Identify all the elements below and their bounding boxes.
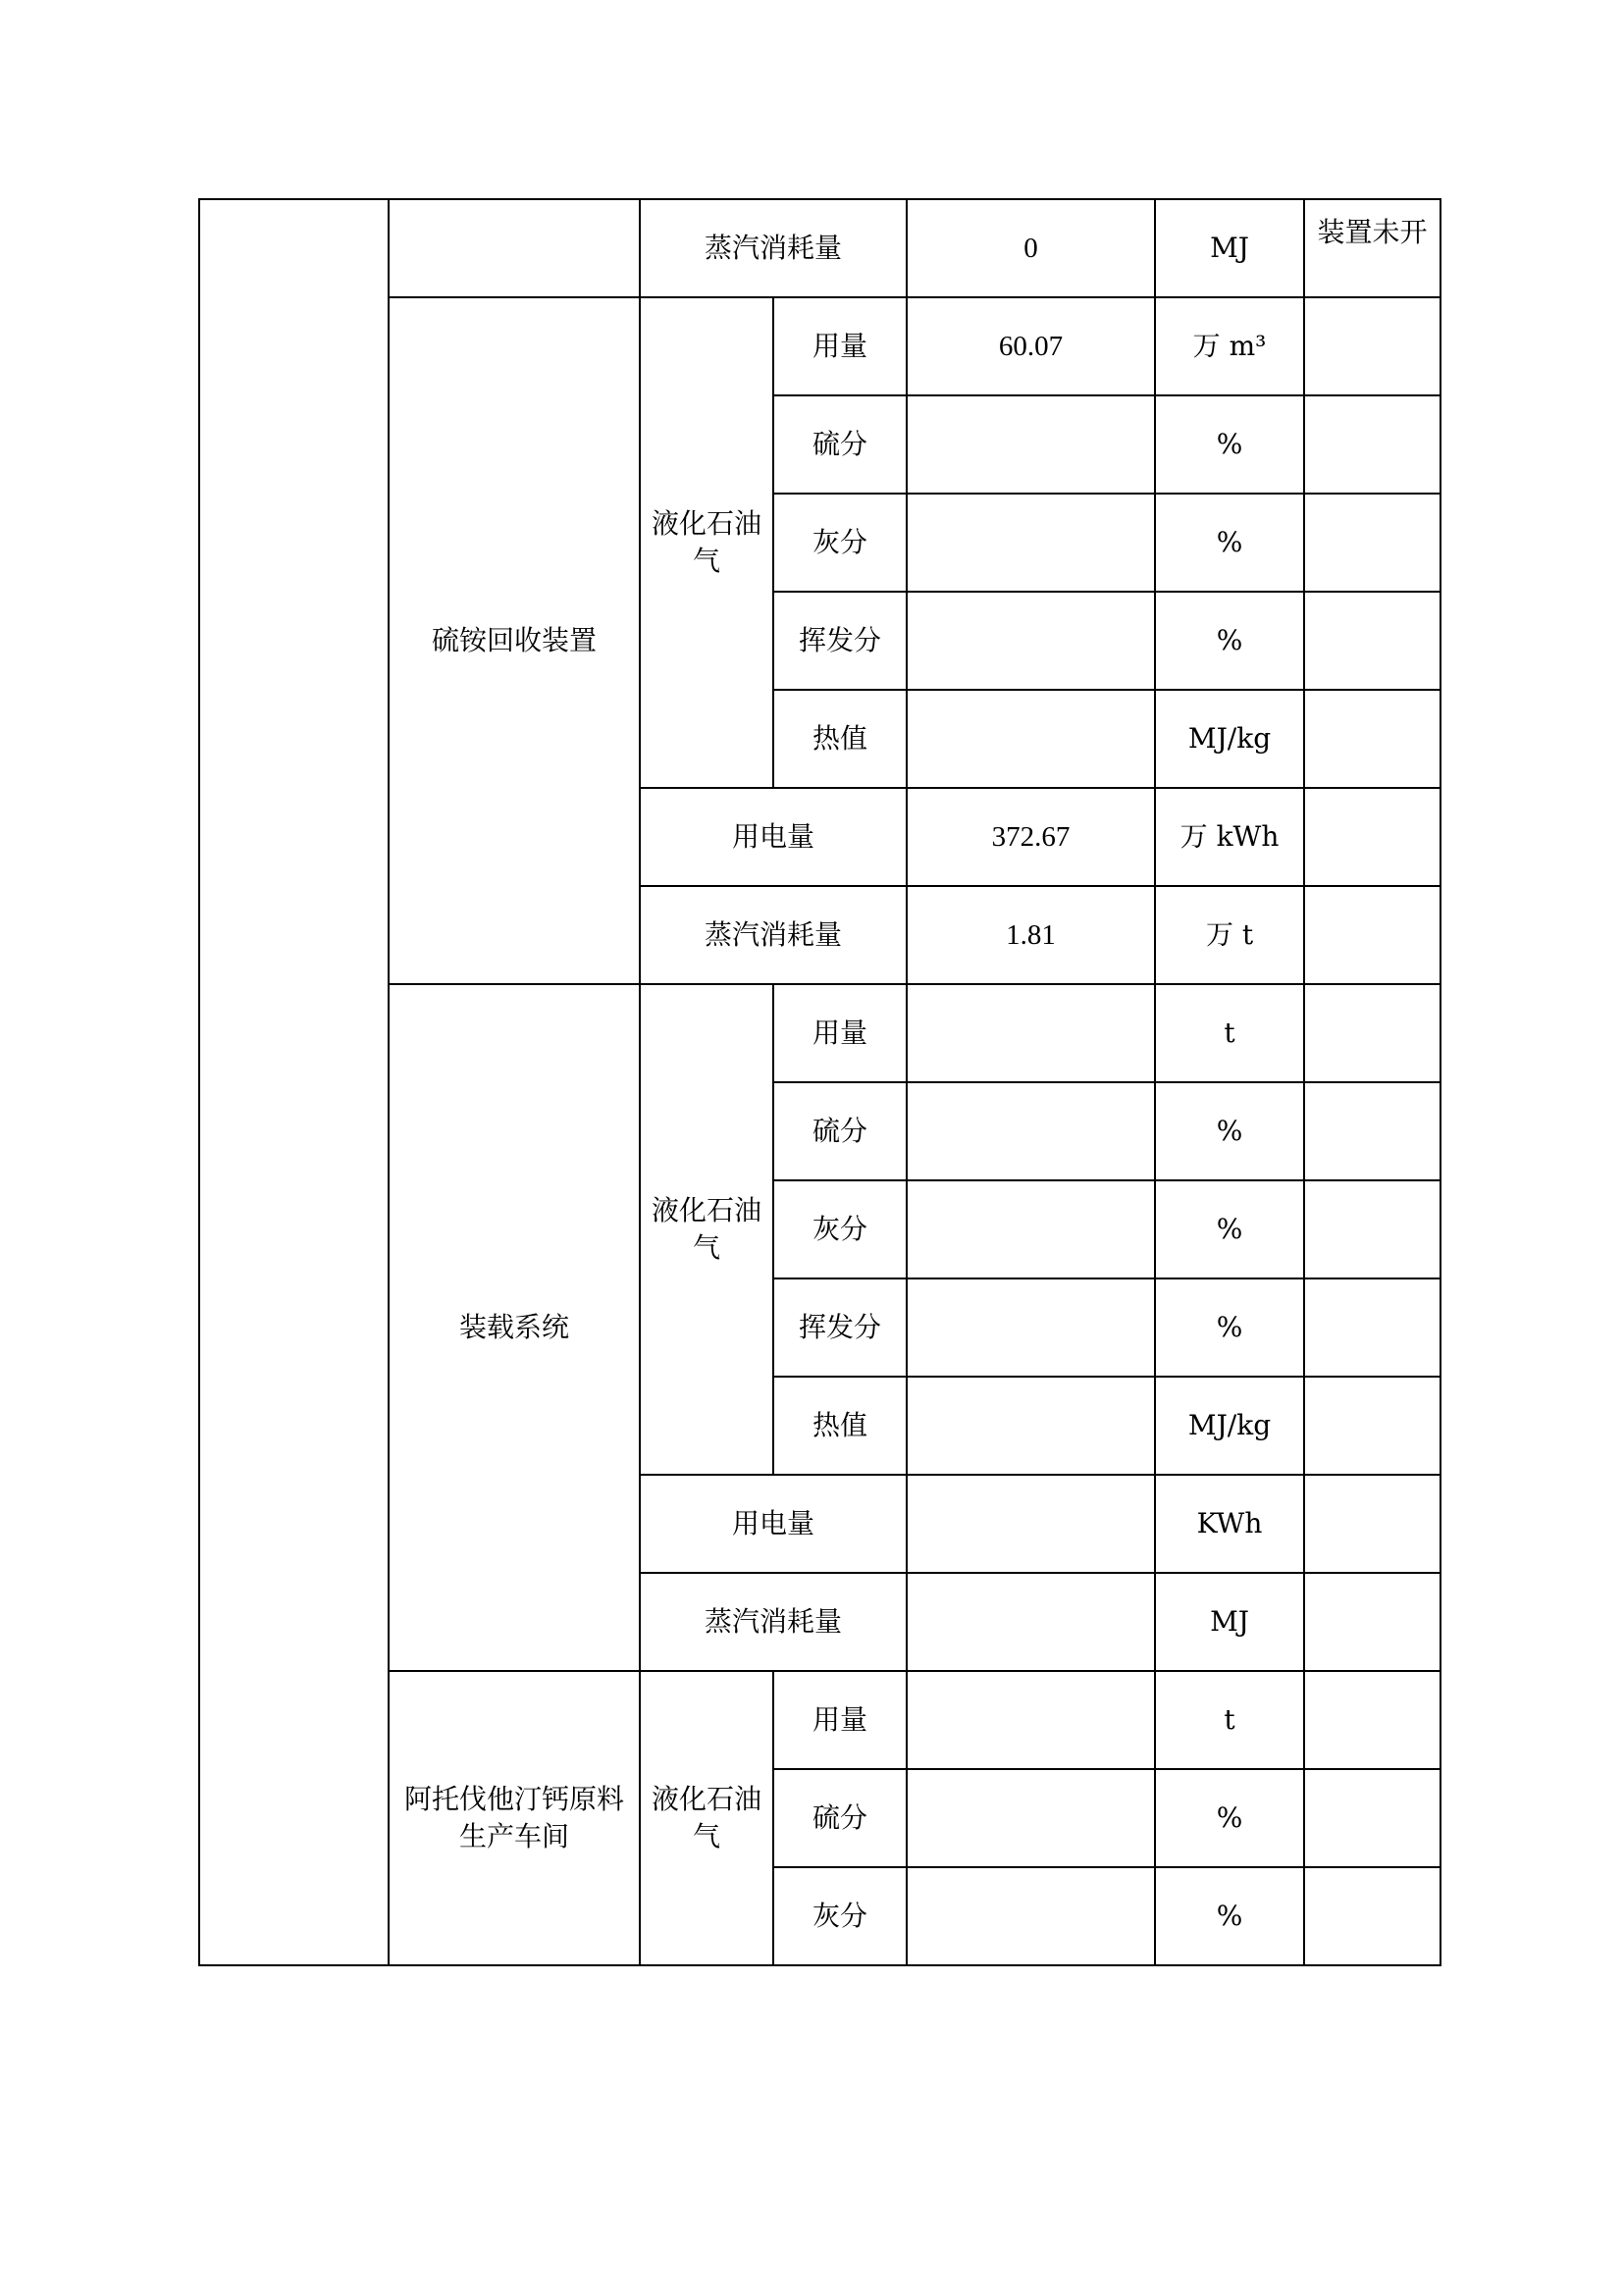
- item-cell: 硫分: [773, 1769, 907, 1867]
- item-cell: 用量: [773, 984, 907, 1082]
- energy-consumption-table: [198, 198, 1441, 1966]
- device-name: 硫铵回收装置: [389, 297, 640, 984]
- note-cell: [1304, 395, 1441, 494]
- unit-cell: %: [1155, 494, 1304, 592]
- value-cell: 1.81: [907, 886, 1155, 984]
- unit-cell: t: [1155, 984, 1304, 1082]
- note-cell: [1304, 1475, 1441, 1573]
- note-cell: [1304, 690, 1441, 788]
- category-cell: [199, 199, 389, 1965]
- item-cell: 用电量: [640, 1475, 907, 1573]
- value-cell: [907, 1769, 1155, 1867]
- value-cell: [907, 395, 1155, 494]
- item-cell: 蒸汽消耗量: [640, 1573, 907, 1671]
- value-cell: [907, 494, 1155, 592]
- unit-cell: KWh: [1155, 1475, 1304, 1573]
- note-cell: [1304, 1573, 1441, 1671]
- value-cell: [907, 592, 1155, 690]
- value-cell: [907, 1475, 1155, 1573]
- item-cell: 灰分: [773, 494, 907, 592]
- item-cell: 热值: [773, 1377, 907, 1475]
- note-cell: [1304, 1278, 1441, 1377]
- item-cell: 挥发分: [773, 592, 907, 690]
- note-cell: [1304, 1671, 1441, 1769]
- unit-cell: %: [1155, 1867, 1304, 1965]
- value-cell: [907, 1671, 1155, 1769]
- item-cell: 用量: [773, 1671, 907, 1769]
- device-name: 装载系统: [389, 984, 640, 1671]
- unit-cell: MJ/kg: [1155, 690, 1304, 788]
- note-cell: [1304, 886, 1441, 984]
- fuel-type: 液化石油气: [640, 1671, 773, 1965]
- item-cell: 用电量: [640, 788, 907, 886]
- unit-cell: MJ: [1155, 1573, 1304, 1671]
- table-row: [199, 199, 1441, 297]
- note-cell: [1304, 1082, 1441, 1180]
- unit-cell: t: [1155, 1671, 1304, 1769]
- unit-cell: %: [1155, 1769, 1304, 1867]
- unit-cell: MJ: [1155, 199, 1304, 297]
- unit-cell: MJ/kg: [1155, 1377, 1304, 1475]
- item-cell: 硫分: [773, 1082, 907, 1180]
- unit-cell: 万 kWh: [1155, 788, 1304, 886]
- note-cell: [1304, 494, 1441, 592]
- note-cell: [1304, 1180, 1441, 1278]
- fuel-type: 液化石油气: [640, 984, 773, 1475]
- note-cell: [1304, 1867, 1441, 1965]
- note-cell: [1304, 592, 1441, 690]
- value-cell: [907, 984, 1155, 1082]
- item-cell: 挥发分: [773, 1278, 907, 1377]
- item-cell: 硫分: [773, 395, 907, 494]
- note-cell: [1304, 788, 1441, 886]
- unit-cell: %: [1155, 395, 1304, 494]
- fuel-type: 液化石油气: [640, 297, 773, 788]
- item-cell: 蒸汽消耗量: [640, 886, 907, 984]
- value-cell: [907, 1867, 1155, 1965]
- unit-cell: 万 t: [1155, 886, 1304, 984]
- item-cell: 蒸汽消耗量: [640, 199, 907, 297]
- note-cell: [1304, 984, 1441, 1082]
- unit-cell: 万 m³: [1155, 297, 1304, 395]
- value-cell: [907, 1180, 1155, 1278]
- unit-cell: %: [1155, 1180, 1304, 1278]
- item-cell: 热值: [773, 690, 907, 788]
- item-cell: 用量: [773, 297, 907, 395]
- value-cell: [907, 1377, 1155, 1475]
- device-name: 阿托伐他汀钙原料生产车间: [389, 1671, 640, 1965]
- note-cell: 装置未开: [1304, 199, 1441, 297]
- value-cell: 60.07: [907, 297, 1155, 395]
- unit-cell: %: [1155, 1082, 1304, 1180]
- note-cell: [1304, 1769, 1441, 1867]
- unit-cell: %: [1155, 592, 1304, 690]
- note-cell: [1304, 1377, 1441, 1475]
- value-cell: [907, 1278, 1155, 1377]
- device-cell: [389, 199, 640, 297]
- note-cell: [1304, 297, 1441, 395]
- value-cell: [907, 1573, 1155, 1671]
- value-cell: [907, 1082, 1155, 1180]
- unit-cell: %: [1155, 1278, 1304, 1377]
- value-cell: [907, 690, 1155, 788]
- item-cell: 灰分: [773, 1867, 907, 1965]
- item-cell: 灰分: [773, 1180, 907, 1278]
- value-cell: 372.67: [907, 788, 1155, 886]
- value-cell: 0: [907, 199, 1155, 297]
